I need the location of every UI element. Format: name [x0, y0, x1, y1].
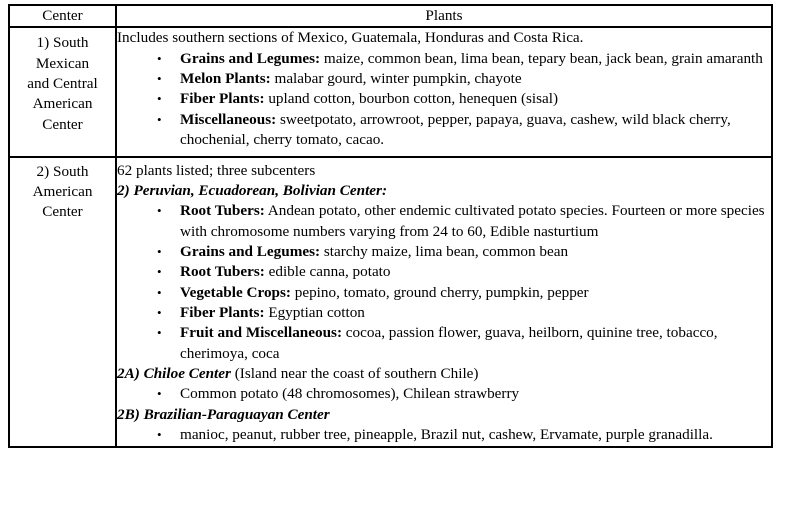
- center-name-line: and Central: [27, 75, 98, 93]
- plant-category-label: Miscellaneous:: [180, 110, 277, 128]
- plant-item-list: maize, common bean, lima bean, tepary bean, jack bean, grain amaranth: [320, 49, 763, 67]
- center-name-line: 2) South: [36, 162, 89, 180]
- plant-item-list: sweetpotato, arrowroot, pepper, papaya, guava, cashew, wild black cherry, chochenial, cherry tomato, cacao.: [180, 110, 731, 149]
- centers-of-origin-table: [8, 4, 773, 448]
- list-item: [117, 110, 771, 151]
- plant-category-list: [117, 201, 771, 364]
- list-item: [117, 262, 771, 282]
- plant-item-list: manioc, peanut, rubber tree, pineapple, Brazil nut, cashew, Ervamate, purple granadilla.: [180, 426, 713, 444]
- plant-category-label: Grains and Legumes:: [180, 49, 321, 67]
- subcenter-heading: [117, 405, 771, 425]
- plant-item-list: malabar gourd, winter pumpkin, chayote: [270, 70, 522, 88]
- list-item: [117, 89, 771, 109]
- plant-category-label: Vegetable Crops:: [180, 283, 291, 301]
- list-item: [117, 69, 771, 89]
- subcenter-title: 2B) Brazilian-Paraguayan Center: [117, 405, 330, 423]
- plant-category-label: Fiber Plants:: [180, 90, 265, 108]
- table-row: [9, 27, 772, 156]
- plant-category-label: Melon Plants:: [180, 70, 271, 88]
- plant-item-list: edible canna, potato: [264, 263, 391, 281]
- plant-category-label: Fiber Plants:: [180, 304, 265, 322]
- plant-category-label: Grains and Legumes:: [180, 242, 321, 260]
- plant-category-list: [117, 384, 771, 404]
- center-name-line: Mexican: [35, 54, 90, 72]
- plant-category-label: Root Tubers:: [180, 202, 265, 220]
- list-item: [117, 303, 771, 323]
- plant-item-list: Egyptian cotton: [264, 304, 365, 322]
- center-name-line: Center: [42, 115, 83, 133]
- list-item: [117, 425, 771, 445]
- list-item: [117, 384, 771, 404]
- column-header-plants: Plants: [116, 5, 772, 27]
- list-item: [117, 283, 771, 303]
- plant-item-list: cocoa, passion flower, guava, heilborn, quinine tree, tobacco, cherimoya, coca: [180, 324, 718, 362]
- center-name-cell-2: [9, 157, 116, 447]
- plants-cell-2: [116, 157, 772, 447]
- column-header-center: Center: [9, 5, 116, 27]
- list-item: [117, 49, 771, 69]
- lead-description: Includes southern sections of Mexico, Guatemala, Honduras and Costa Rica.: [117, 29, 584, 47]
- list-item: [117, 323, 771, 364]
- plant-item-list: Andean potato, other endemic cultivated potato species. Fourteen or more species with chromosome numbers varying from 24 to 60, Edible nasturtium: [180, 202, 765, 240]
- center-name-cell-1: [9, 27, 116, 156]
- plant-category-list: [117, 49, 771, 151]
- table-header-row: [9, 5, 772, 27]
- plant-item-list: Common potato (48 chromosomes), Chilean strawberry: [180, 385, 520, 403]
- center-name-line: 1) South: [36, 34, 89, 52]
- center-name-line: Center: [42, 203, 83, 221]
- plant-item-list: upland cotton, bourbon cotton, henequen (sisal): [264, 90, 559, 108]
- plant-item-list: starchy maize, lima bean, common bean: [320, 242, 569, 260]
- table-row: [9, 157, 772, 447]
- list-item: [117, 201, 771, 242]
- plant-category-list: [117, 425, 771, 445]
- table-header: [9, 5, 772, 27]
- plant-category-label: Fruit and Miscellaneous:: [180, 324, 342, 342]
- lead-description: 62 plants listed; three subcenters: [117, 161, 316, 179]
- subcenter-note: (Island near the coast of southern Chile): [230, 365, 479, 383]
- table-body: [9, 27, 772, 446]
- subcenter-title: 2) Peruvian, Ecuadorean, Bolivian Center:: [117, 181, 388, 199]
- subcenter-heading: [117, 181, 771, 201]
- subcenter-heading: [117, 364, 771, 384]
- center-name-line: American: [32, 182, 93, 200]
- subcenter-title: 2A) Chiloe Center: [117, 365, 231, 383]
- plant-category-label: Root Tubers:: [180, 263, 265, 281]
- center-name-line: American: [32, 95, 93, 113]
- plants-cell-1: [116, 27, 772, 156]
- plant-item-list: pepino, tomato, ground cherry, pumpkin, pepper: [290, 283, 589, 301]
- list-item: [117, 242, 771, 262]
